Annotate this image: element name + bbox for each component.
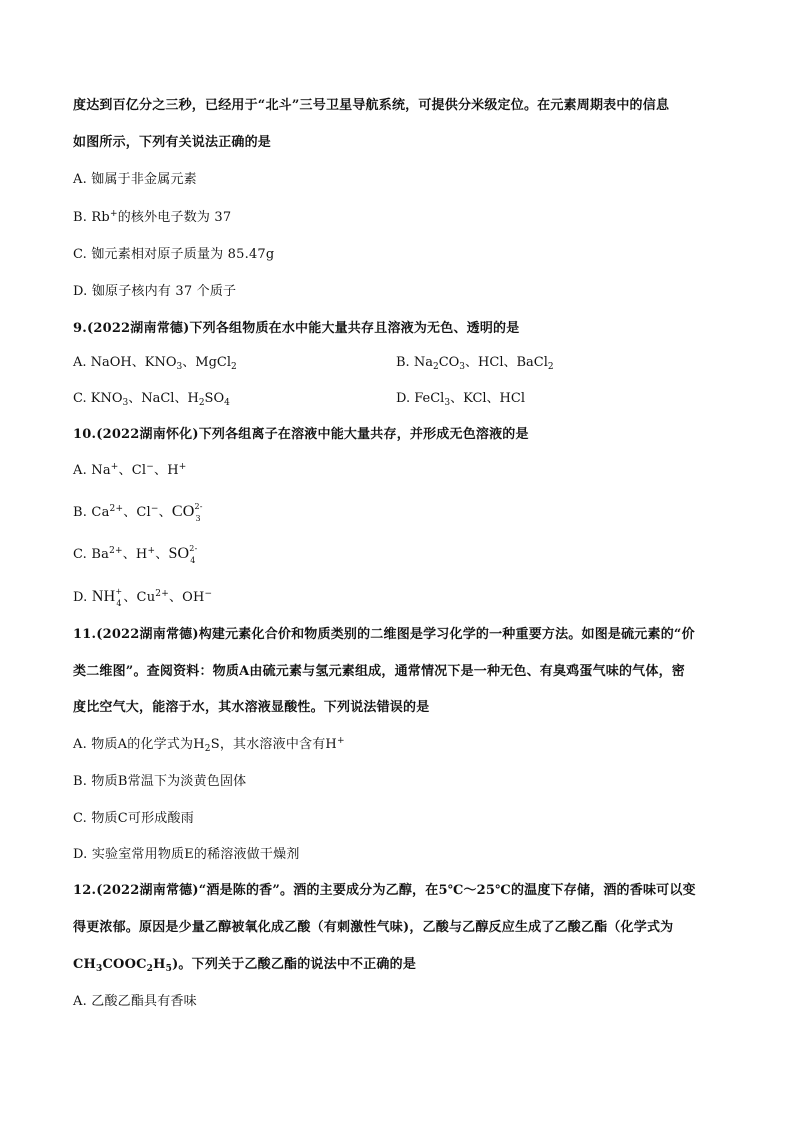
q8-option-a: A. 铷属于非金属元素 bbox=[73, 172, 197, 187]
q12-option-a: A. 乙酸乙酯具有香味 bbox=[73, 994, 197, 1009]
q11-option-a: A. 物质A的化学式为$H_2S$，其水溶液中含有H+ bbox=[73, 736, 345, 754]
q9-option-a: A. NaOH、$KNO_3$、MgCl$_2$ bbox=[73, 355, 237, 372]
q9-stem: 9.(2022湖南常德)下列各组物质在水中能大量共存且溶液为无色、透明的是 bbox=[73, 321, 520, 336]
q9-option-d: D. FeCl$_3$、KCl、HCl bbox=[396, 391, 525, 408]
q10-stem: 10.(2022湖南怀化)下列各组离子在溶液中能大量共存，并形成无色溶液的是 bbox=[73, 427, 529, 442]
q10-option-b: B. $Ca^{2+}$、Cl−、CO 2- 3 bbox=[73, 501, 203, 523]
q9-option-b: B. $Na_2CO_3$、HCl、BaCl$_2$ bbox=[396, 355, 554, 372]
q8-option-b: B. Rb+的核外电子数为 37 bbox=[73, 209, 232, 225]
sulfate-ion: SO bbox=[168, 545, 190, 562]
q11-option-c: C. 物质C可形成酸雨 bbox=[73, 811, 194, 826]
q12-stem-line3: $CH_3COOC_2H_5$)。下列关于乙酸乙酯的说法中不正确的是 bbox=[73, 957, 417, 974]
q8-stem-line1: 度达到百亿分之三秒，已经用于“北斗”三号卫星导航系统，可提供分米级定位。在元素周期表中的信息 bbox=[73, 98, 670, 113]
q10-option-a: A. Na+、Cl−、H+ bbox=[73, 462, 187, 478]
q8-option-d: D. 铷原子核内有 37 个质子 bbox=[73, 284, 237, 299]
q11-option-d: D. 实验室常用物质E的稀溶液做干燥剂 bbox=[73, 847, 300, 862]
q12-stem-line1: 12.(2022湖南常德)“酒是陈的香”。酒的主要成分为乙醇，在5℃～25℃的温度下存储，酒的香味可以变 bbox=[73, 883, 696, 898]
q9-option-c: C. $KNO_3$、NaCl、$H_2SO_4$ bbox=[73, 391, 230, 408]
q11-stem-line2: 类二维图”。查阅资料：物质A由硫元素与氢元素组成，通常情况下是一种无色、有臭鸡蛋气味的气体，密 bbox=[73, 664, 685, 679]
q11-stem-line3: 度比空气大，能溶于水，其水溶液显酸性。下列说法错误的是 bbox=[73, 700, 430, 715]
q12-stem-line2: 得更浓郁。原因是少量乙醇被氧化成乙酸（有刺激性气味)，乙酸与乙醇反应生成了乙酸乙酯（化学式为 bbox=[73, 920, 674, 935]
carbonate-ion: CO bbox=[171, 503, 195, 520]
q8-stem-line2: 如图所示，下列有关说法正确的是 bbox=[73, 135, 272, 150]
q11-option-b: B. 物质B常温下为淡黄色固体 bbox=[73, 774, 247, 789]
q10-option-d: D. NH + 4 、$Cu^{2+}$、OH− bbox=[73, 586, 213, 608]
ammonium-ion: NH bbox=[91, 588, 116, 605]
q11-stem-line1: 11.(2022湖南常德)构建元素化合价和物质类别的二维图是学习化学的一种重要方法。如图是硫元素的“价 bbox=[73, 627, 695, 642]
q10-option-c: C. $Ba^{2+}$、H+、SO 2- 4 bbox=[73, 543, 198, 565]
q8-option-c: C. 铷元素相对原子质量为 85.47g bbox=[73, 247, 275, 262]
